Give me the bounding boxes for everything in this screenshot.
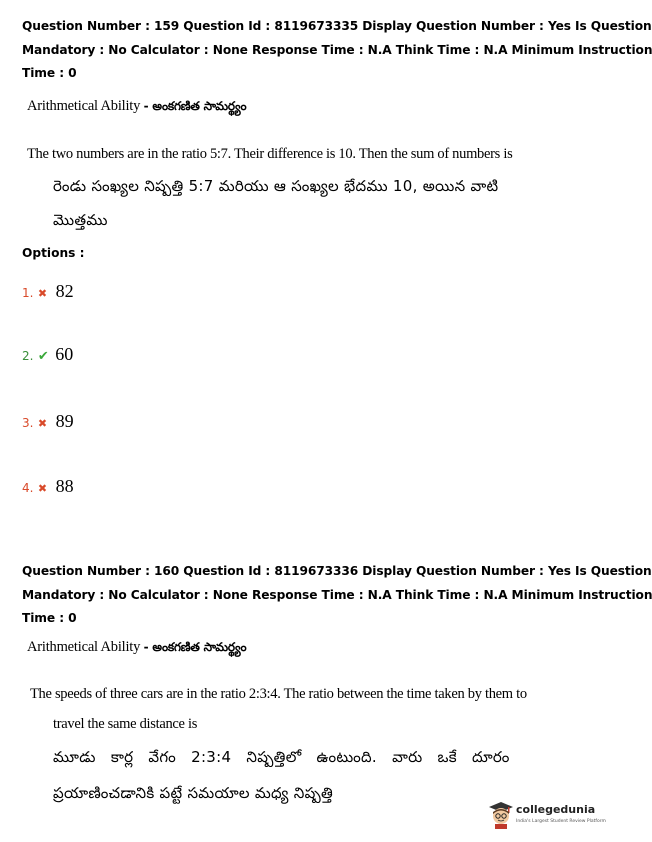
q159-subject	[27, 98, 246, 116]
option-2-number: 2.	[22, 349, 34, 363]
question-159-header	[22, 15, 652, 86]
q160-question-en-1: The speeds of three cars are in the ratio 2:3:4. The ratio between the time taken by them to	[30, 686, 527, 702]
option-3-number: 3.	[22, 416, 34, 430]
q160-question-en-2: travel the same distance is	[53, 716, 198, 732]
option-3-value: 89	[55, 411, 74, 431]
q159-question-en: The two numbers are in the ratio 5:7. Their difference is 10. Then the sum of numbers is	[27, 146, 513, 162]
q159-options-label: Options :	[22, 246, 85, 260]
option-1-number: 1.	[22, 286, 34, 300]
option-1-value: 82	[55, 281, 74, 301]
question-160-header	[22, 560, 652, 631]
q160-question-te-2: ప్రయాణించడానికి పట్టే సమయాల మధ్య నిష్పత్తి	[53, 784, 334, 802]
q159-question-te-1: రెండు సంఖ్యల నిష్పత్తి 5:7 మరియు ఆ సంఖ్యల భేదము 10, అయిన వాటి	[53, 177, 499, 195]
q159-question-te-2: మొత్తము	[53, 211, 108, 229]
option-2-value: 60	[55, 344, 74, 364]
q159-subject-te: - అంకగణిత సామర్థ్యం	[143, 99, 247, 113]
q160-header-line3: Time : 0	[22, 611, 77, 625]
student-mascot-icon	[488, 801, 514, 829]
cross-icon: ✖	[37, 287, 48, 300]
cross-icon: ✖	[37, 482, 48, 495]
cross-icon: ✖	[37, 417, 48, 430]
q160-subject	[27, 639, 246, 657]
checkmark-icon: ✔	[37, 349, 49, 364]
logo-name: collegedunia	[516, 803, 596, 816]
q160-subject-en: Arithmetical Ability	[27, 639, 141, 655]
option-4-number: 4.	[22, 481, 34, 495]
q160-subject-te: - అంకగణిత సామర్థ్యం	[143, 640, 247, 654]
option-1	[22, 281, 74, 302]
logo-tagline: India's Largest Student Review Platform	[516, 819, 606, 824]
q159-header-line1: Question Number : 159 Question Id : 8119673335 Display Question Number : Yes Is Question	[22, 19, 652, 33]
q159-subject-en: Arithmetical Ability	[27, 98, 141, 114]
option-4-value: 88	[55, 476, 74, 496]
collegedunia-logo	[488, 801, 606, 833]
option-3	[22, 411, 74, 432]
q160-header-line1: Question Number : 160 Question Id : 8119673336 Display Question Number : Yes Is Question	[22, 564, 652, 578]
q160-question-te-1: మూడు కార్ల వేగం 2:3:4 నిష్పత్తిలో ఉంటుంది. వారు ఒకే దూరం	[53, 748, 510, 766]
option-2	[22, 344, 73, 365]
q159-header-line2: Mandatory : No Calculator : None Response Time : N.A Think Time : N.A Minimum Instruction	[22, 42, 652, 57]
q160-header-line2: Mandatory : No Calculator : None Response Time : N.A Think Time : N.A Minimum Instruction	[22, 587, 652, 602]
q159-header-line3: Time : 0	[22, 66, 77, 80]
option-4	[22, 476, 74, 497]
